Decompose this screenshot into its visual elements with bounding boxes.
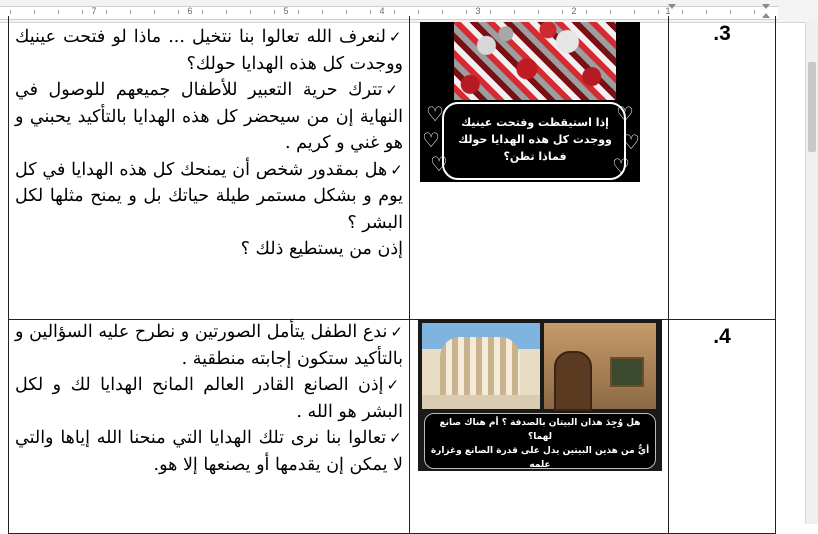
ruler-tick xyxy=(298,10,299,14)
table-row xyxy=(8,319,776,534)
heart-icon: ♡ xyxy=(612,154,630,178)
ruler-number: 7 xyxy=(91,6,97,16)
heart-icon: ♡ xyxy=(616,102,634,126)
activity-paragraph: ✓ندع الطفل يتأمل الصورتين و نطرح عليه السؤالين و بالتأكيد ستكون إجابته منطقية . xyxy=(15,322,403,369)
ruler-tick xyxy=(562,10,563,14)
ruler-tick xyxy=(274,10,275,14)
checkmark-icon: ✓ xyxy=(390,323,403,341)
row-number: .3 xyxy=(713,22,731,45)
ruler-number: 1 xyxy=(665,6,671,16)
ruler-tick xyxy=(226,10,227,14)
activity-text-cell[interactable] xyxy=(9,319,409,533)
ruler-tick xyxy=(634,10,635,14)
ruler-tick xyxy=(250,10,251,14)
vertical-scrollbar[interactable] xyxy=(805,22,818,524)
ruler-number: 6 xyxy=(187,6,193,16)
ruler-number: 3 xyxy=(475,6,481,16)
ruler-tick xyxy=(442,10,443,14)
row-number-cell xyxy=(669,16,775,319)
ruler-tick xyxy=(730,10,731,14)
ruler-tick xyxy=(658,10,659,14)
checkmark-icon: ✓ xyxy=(385,81,403,99)
ruler-tick xyxy=(82,10,83,14)
checkmark-icon: ✓ xyxy=(390,160,403,179)
table-border xyxy=(775,16,776,319)
heart-icon: ♡ xyxy=(622,130,640,154)
ruler-tick xyxy=(490,10,491,14)
ruler-tick xyxy=(418,10,419,14)
checkmark-icon: ✓ xyxy=(388,28,403,46)
ruler-tick xyxy=(394,10,395,14)
ruler-tick xyxy=(58,10,59,14)
ruler-number: 4 xyxy=(379,6,385,16)
ruler-tick xyxy=(706,10,707,14)
checkmark-icon: ✓ xyxy=(389,429,403,447)
activity-text-cell[interactable] xyxy=(9,16,409,319)
gifts-image xyxy=(420,22,640,182)
indent-marker-icon[interactable] xyxy=(668,4,676,9)
activity-image-cell xyxy=(410,319,668,533)
heart-icon: ♡ xyxy=(426,102,444,126)
scrollbar-thumb[interactable] xyxy=(808,62,816,152)
ruler-tick xyxy=(370,10,371,14)
activity-paragraph: ✓تترك حرية التعبير للأطفال جميعهم للوصول في النهاية إن من سيحضر كل هذه الهدايا بالتأكيد يحبني و هو غني و كريم . xyxy=(15,80,403,153)
activity-paragraph: إذن من يستطيع ذلك ؟ xyxy=(240,239,403,259)
image-caption: إذا استيقظت وفتحت عينيك ووجدت كل هذه الهدايا حولك فماذا تظن؟ xyxy=(458,116,612,163)
activity-paragraph: ✓لنعرف الله تعالوا بنا نتخيل ... ماذا لو فتحت عينيك ووجدت كل هذه الهدايا حولك؟ xyxy=(15,27,403,74)
ruler-tick xyxy=(322,10,323,14)
ruler-tick xyxy=(514,10,515,14)
ruler-tick xyxy=(538,10,539,14)
houses-image xyxy=(418,319,662,484)
row-number-cell xyxy=(669,319,775,533)
ruler-number: 5 xyxy=(283,6,289,16)
ruler-number: 2 xyxy=(571,6,577,16)
palace-photo xyxy=(422,323,540,409)
ruler-tick xyxy=(34,10,35,14)
ruler-tick xyxy=(466,10,467,14)
document-page[interactable] xyxy=(0,22,806,524)
checkmark-icon: ✓ xyxy=(386,376,403,394)
heart-icon: ♡ xyxy=(430,152,448,176)
gifts-illustration xyxy=(454,22,616,100)
ruler-tick xyxy=(754,10,755,14)
ruler-tick xyxy=(610,10,611,14)
ruler-tick xyxy=(202,10,203,14)
old-house-photo xyxy=(544,323,656,409)
ruler-tick xyxy=(586,10,587,14)
activity-paragraph: ✓هل بمقدور شخص أن يمنحك كل هذه الهدايا في كل يوم و بشكل مستمر طيلة حياتك بل و يمنح مثلها لكل البشر ؟ xyxy=(15,159,403,233)
ruler-tick xyxy=(346,10,347,14)
image-caption: هل وُجِدَ هذان البيتان بالصدفة ؟ أم هناك صانع لهما؟ أيٌّ من هذين البيتين يدل على قدرة الصانع وغزارة علمه وبديع صنعه؟ xyxy=(430,418,650,484)
ruler-tick xyxy=(154,10,155,14)
ruler-tick xyxy=(130,10,131,14)
activity-paragraph: ✓إذن الصانع القادر العالم المانح الهدايا لك و لكل البشر هو الله . xyxy=(15,375,403,422)
table-border xyxy=(775,319,776,533)
ruler-tick xyxy=(682,10,683,14)
heart-icon: ♡ xyxy=(422,128,440,152)
ruler-tick xyxy=(178,10,179,14)
activity-paragraph: ✓تعالوا بنا نرى تلك الهدايا التي منحنا الله إياها والتي لا يمكن إن يقدمها أو يصنعها إلا هو. xyxy=(15,428,403,475)
right-indent-marker-icon[interactable] xyxy=(762,4,770,9)
ruler-tick xyxy=(10,10,11,14)
activity-image-cell xyxy=(410,16,668,319)
table-row xyxy=(8,16,776,320)
ruler-tick xyxy=(106,10,107,14)
row-number: .4 xyxy=(713,325,731,348)
